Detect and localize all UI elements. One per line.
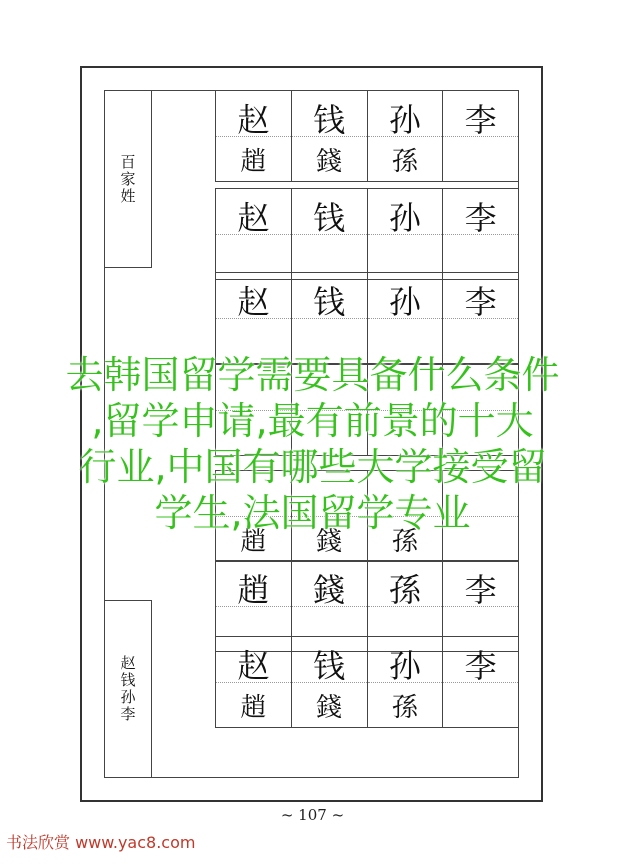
char-cell — [216, 189, 292, 279]
char-cell — [292, 637, 368, 727]
char-top: 赵 — [237, 283, 270, 321]
char-cell — [292, 189, 368, 279]
char-top: 赵 — [237, 199, 270, 237]
char-bottom: 趙 — [240, 527, 267, 557]
char-row — [215, 272, 519, 364]
char-cell — [216, 637, 292, 727]
char-top: 赵 — [237, 647, 270, 685]
char-top: 孫 — [388, 571, 421, 609]
char-cell — [443, 637, 518, 727]
headline-line: 去韩国留学需要具备什么条件 — [65, 353, 560, 397]
char-cell — [368, 91, 444, 181]
char-bottom: 錢 — [316, 527, 343, 557]
surname-label-box — [104, 600, 152, 778]
char-bottom: 孫 — [391, 693, 418, 723]
char-top: 趙 — [237, 571, 270, 609]
char-top: 錢 — [313, 571, 346, 609]
site-watermark: 书法欣赏 www.yac8.com — [6, 833, 196, 852]
char-cell — [292, 91, 368, 181]
char-cell — [443, 189, 518, 279]
book-title-box — [104, 90, 152, 268]
surname-label: 赵钱孙李 — [118, 655, 137, 723]
char-top: 孙 — [388, 283, 421, 321]
char-bottom: 趙 — [240, 693, 267, 723]
char-bottom: 孫 — [391, 527, 418, 557]
headline-line: ,留学申请,最有前景的十大 — [91, 399, 534, 443]
char-bottom: 錢 — [316, 147, 343, 177]
char-top: 李 — [464, 647, 497, 685]
char-bottom: 錢 — [316, 693, 343, 723]
char-bottom: 趙 — [240, 147, 267, 177]
char-top: 孙 — [388, 101, 421, 139]
char-bottom: 孫 — [391, 147, 418, 177]
char-top: 钱 — [313, 283, 346, 321]
char-cell — [443, 91, 518, 181]
char-top: 钱 — [313, 647, 346, 685]
char-top: 赵 — [237, 101, 270, 139]
char-top: 钱 — [313, 199, 346, 237]
char-top: 孙 — [388, 199, 421, 237]
headline-line: 学生,法国留学专业 — [154, 491, 471, 535]
char-cell — [368, 189, 444, 279]
char-cell — [443, 273, 518, 363]
char-row — [215, 90, 519, 182]
char-top: 钱 — [313, 101, 346, 139]
page-number: ~ 107 ~ — [280, 806, 345, 824]
char-cell — [368, 637, 444, 727]
char-cell — [368, 273, 444, 363]
char-cell — [292, 273, 368, 363]
char-top: 李 — [464, 101, 497, 139]
char-cell — [216, 91, 292, 181]
book-title: 百家姓 — [118, 153, 137, 205]
headline-line: 行业,中国有哪些大学接受留 — [78, 445, 547, 489]
char-row — [215, 188, 519, 280]
char-top: 李 — [464, 283, 497, 321]
char-top: 李 — [464, 199, 497, 237]
headline-overlay — [0, 352, 625, 536]
char-cell — [216, 273, 292, 363]
char-row — [215, 636, 519, 728]
char-top: 孙 — [388, 647, 421, 685]
char-top: 李 — [464, 571, 497, 609]
